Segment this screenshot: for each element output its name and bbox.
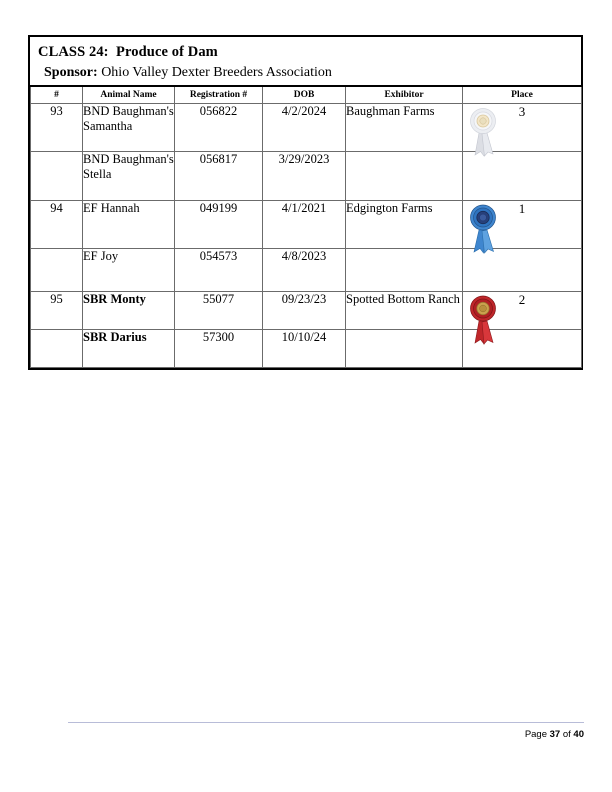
cell-animal-name: BND Baughman's Samantha	[83, 104, 175, 152]
class-table-container	[28, 35, 583, 370]
cell-exhibitor	[346, 249, 463, 292]
table-row	[31, 249, 582, 292]
entries-table	[30, 87, 582, 368]
page-title: CLASS 24: Produce of Dam	[38, 44, 218, 60]
cell-number	[31, 249, 83, 292]
footer-page-prefix: Page	[524, 729, 550, 740]
cell-number	[31, 330, 83, 368]
cell-dob: 10/10/24	[263, 330, 346, 368]
cell-dob: 4/8/2023	[263, 249, 346, 292]
cell-number	[31, 152, 83, 201]
table-row	[31, 104, 582, 152]
place-value: 2	[518, 292, 526, 307]
cell-place	[463, 292, 582, 330]
cell-animal-name: SBR Darius	[83, 330, 175, 368]
column-header-animal-name: Animal Name	[83, 87, 175, 104]
cell-place	[463, 330, 582, 368]
cell-animal-name: EF Joy	[83, 249, 175, 292]
column-header-dob: DOB	[263, 87, 346, 104]
column-header-place: Place	[463, 87, 582, 104]
cell-animal-name: SBR Monty	[83, 292, 175, 330]
footer-page-number: 37	[549, 729, 561, 740]
cell-registration: 054573	[175, 249, 263, 292]
cell-exhibitor: Edgington Farms	[346, 201, 463, 249]
cell-place	[463, 249, 582, 292]
table-row	[31, 292, 582, 330]
table-row	[31, 330, 582, 368]
column-header-number: #	[31, 87, 83, 104]
column-header-exhibitor: Exhibitor	[346, 87, 463, 104]
cell-dob: 4/1/2021	[263, 201, 346, 249]
cell-place	[463, 104, 582, 152]
cell-dob: 09/23/23	[263, 292, 346, 330]
cell-dob: 3/29/2023	[263, 152, 346, 201]
cell-animal-name: EF Hannah	[83, 201, 175, 249]
place-value: 1	[518, 201, 526, 216]
footer-page-middle: of	[560, 729, 574, 740]
footer-page-total: 40	[573, 729, 584, 740]
blue-rosette-icon	[466, 202, 500, 254]
table-row	[31, 201, 582, 249]
cell-animal-name: BND Baughman's Stella	[83, 152, 175, 201]
table-row	[31, 152, 582, 201]
cell-dob: 4/2/2024	[263, 104, 346, 152]
cell-exhibitor	[346, 152, 463, 201]
sponsor-line	[30, 64, 581, 85]
cell-number: 93	[31, 104, 83, 152]
cell-place	[463, 152, 582, 201]
cell-registration: 55077	[175, 292, 263, 330]
cell-registration: 57300	[175, 330, 263, 368]
cell-exhibitor: Spotted Bottom Ranch	[346, 292, 463, 330]
sponsor-label: Sponsor:	[44, 65, 98, 80]
place-value: 3	[518, 104, 526, 119]
cell-number: 95	[31, 292, 83, 330]
cell-place	[463, 201, 582, 249]
column-header-registration: Registration #	[175, 87, 263, 104]
class-header-block	[30, 37, 581, 87]
cell-registration: 049199	[175, 201, 263, 249]
sponsor-value: Ohio Valley Dexter Breeders Association	[97, 65, 332, 80]
cell-number: 94	[31, 201, 83, 249]
cell-registration: 056817	[175, 152, 263, 201]
table-header-row	[31, 87, 582, 104]
white-rosette-icon	[466, 105, 500, 157]
cell-exhibitor: Baughman Farms	[346, 104, 463, 152]
cell-registration: 056822	[175, 104, 263, 152]
cell-exhibitor	[346, 330, 463, 368]
page-footer	[68, 722, 584, 752]
page-number-text	[68, 723, 584, 740]
